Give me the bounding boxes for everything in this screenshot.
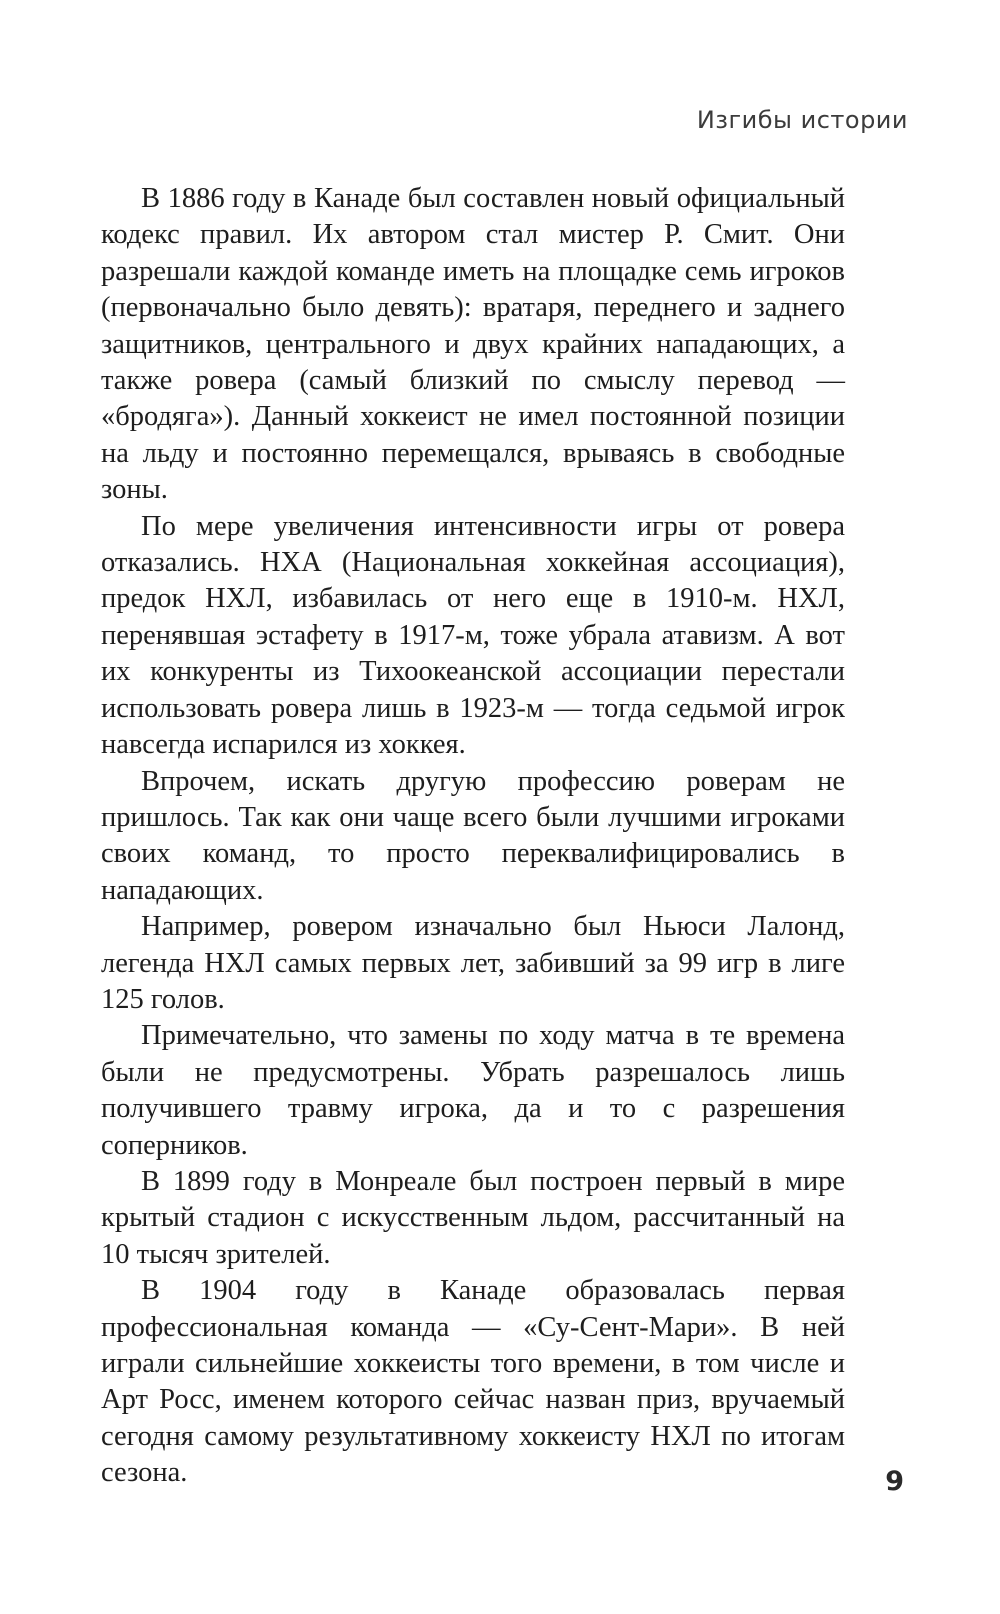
paragraph: Примечательно, что замены по ходу матча в те времена были не предусмотрены. Убрать разрешалось лишь получившего травму игрока, да и то с разрешения соперников.: [101, 1020, 845, 1161]
running-head: Изгибы истории: [696, 106, 908, 134]
paragraph: В 1899 году в Монреале был построен первый в мире крытый стадион с искусственным льдом, рассчитанный на 10 тысяч зрителей.: [101, 1165, 845, 1270]
paragraph: Например, ровером изначально был Ньюси Лалонд, легенда НХЛ самых первых лет, забивший за 99 игр в лиге 125 голов.: [101, 911, 845, 1015]
paragraph: В 1904 году в Канаде образовалась первая профессиональная команда — «Су-Сент-Мари». В ней играли сильнейшие хоккеисты того времени, в том числе и Арт Росс, именем которого сейчас назван приз, вручаемый сегодня самому результативному хоккеисту НХЛ по итогам сезона.: [101, 1275, 845, 1489]
body-text: [101, 181, 845, 1492]
page-number: 9: [885, 1466, 904, 1497]
paragraph: По мере увеличения интенсивности игры от ровера отказались. НХА (Национальная хоккейная ассоциация), предок НХЛ, избавилась от него еще в 1910-м. НХЛ, перенявшая эстафету в 1917-м, тоже убрала атавизм. А вот их конкуренты из Тихоокеанской ассоциации перестали использовать ровера лишь в 1923-м — тогда седьмой игрок навсегда испарился из хоккея.: [101, 510, 845, 761]
paragraph: Впрочем, искать другую профессию роверам не пришлось. Так как они чаще всего были лучшими игроками своих команд, то просто переквалифицировались в нападающих.: [101, 765, 845, 906]
paragraph: В 1886 году в Канаде был составлен новый официальный кодекс правил. Их автором стал мистер Р. Смит. Они разрешали каждой команде иметь на площадке семь игроков (первоначально было девять): вратаря, переднего и заднего защитников, центрального и двух крайних нападающих, а также ровера (самый близкий по смыслу перевод — «бродяга»). Данный хоккеист не имел постоянной позиции на льду и постоянно перемещался, врываясь в свободные зоны.: [101, 183, 845, 506]
